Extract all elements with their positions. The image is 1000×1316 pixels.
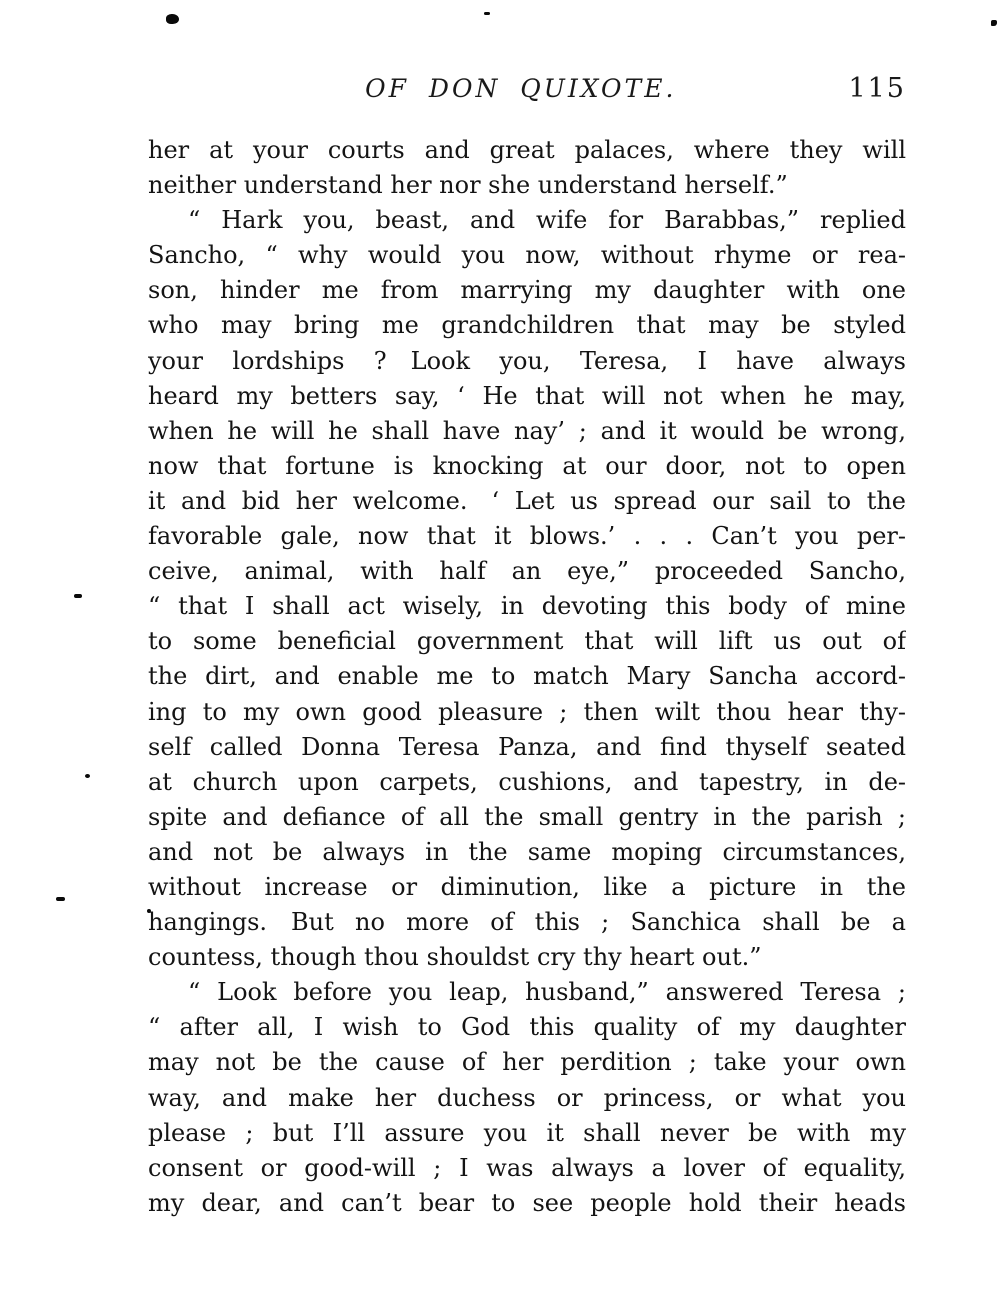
scan-speck xyxy=(484,12,490,15)
text-line: consent or good-will ; I was always a lover of equality, xyxy=(148,1153,906,1182)
text-line: spite and defiance of all the small gentry in the parish ; xyxy=(148,802,906,831)
text-line: “ that I shall act wisely, in devoting this body of mine xyxy=(148,592,906,621)
text-line: hangings. But no more of this ; Sanchica shall be a xyxy=(148,908,906,937)
text-line: ceive, animal, with half an eye,” proceeded Sancho, xyxy=(148,557,906,586)
scan-speck xyxy=(56,897,65,901)
text-line: heard my betters say, ‘ He that will not when he may, xyxy=(148,381,906,410)
text-line: son, hinder me from marrying my daughter with one xyxy=(148,276,906,305)
text-line: your lordships ? Look you, Teresa, I have always xyxy=(148,346,906,375)
running-header xyxy=(148,70,906,108)
text-line: my dear, and can’t bear to see people hold their heads xyxy=(148,1188,906,1217)
page-number: 115 xyxy=(848,73,906,104)
text-line: and not be always in the same moping circumstances, xyxy=(148,837,906,866)
text-line: “ Hark you, beast, and wife for Barabbas,” replied xyxy=(188,206,906,235)
paragraph xyxy=(148,133,906,203)
text-line: self called Donna Teresa Panza, and find thyself seated xyxy=(148,732,906,761)
text-line: now that fortune is knocking at our door, not to open xyxy=(148,451,906,480)
text-line: way, and make her duchess or princess, or what you xyxy=(148,1083,906,1112)
text-line: please ; but I’ll assure you it shall never be with my xyxy=(148,1118,906,1147)
text-line: at church upon carpets, cushions, and tapestry, in de- xyxy=(148,767,906,796)
text-line: the dirt, and enable me to match Mary Sancha accord- xyxy=(148,662,906,691)
text-line: countess, though thou shouldst cry thy heart out.” xyxy=(148,943,762,972)
text-block xyxy=(148,133,906,1221)
text-line: her at your courts and great palaces, where they will xyxy=(148,136,906,164)
running-title: OF DON QUIXOTE. xyxy=(365,74,677,103)
scan-speck xyxy=(166,14,179,24)
text-line: to some beneficial government that will lift us out of xyxy=(148,627,906,656)
paragraph xyxy=(148,975,906,1221)
text-line: when he will he shall have nay’ ; and it would be wrong, xyxy=(148,416,906,445)
text-line: neither understand her nor she understand herself.” xyxy=(148,171,788,200)
text-line: who may bring me grandchildren that may be styled xyxy=(148,311,906,340)
text-line: Sancho, “ why would you now, without rhyme or rea- xyxy=(148,241,906,270)
scan-speck xyxy=(991,20,997,26)
text-line: it and bid her welcome. ‘ Let us spread our sail to the xyxy=(148,486,906,515)
text-line: favorable gale, now that it blows.’ . . . Can’t you per- xyxy=(148,522,906,551)
scan-speck xyxy=(85,774,90,778)
text-line: “ Look before you leap, husband,” answered Teresa ; xyxy=(188,978,906,1007)
text-line: ing to my own good pleasure ; then wilt thou hear thy- xyxy=(148,697,906,726)
paragraph xyxy=(148,203,906,975)
scan-speck xyxy=(74,594,82,598)
text-line: “ after all, I wish to God this quality of my daughter xyxy=(148,1013,906,1042)
text-line: without increase or diminution, like a picture in the xyxy=(148,872,906,901)
text-line: may not be the cause of her perdition ; take your own xyxy=(148,1048,906,1077)
